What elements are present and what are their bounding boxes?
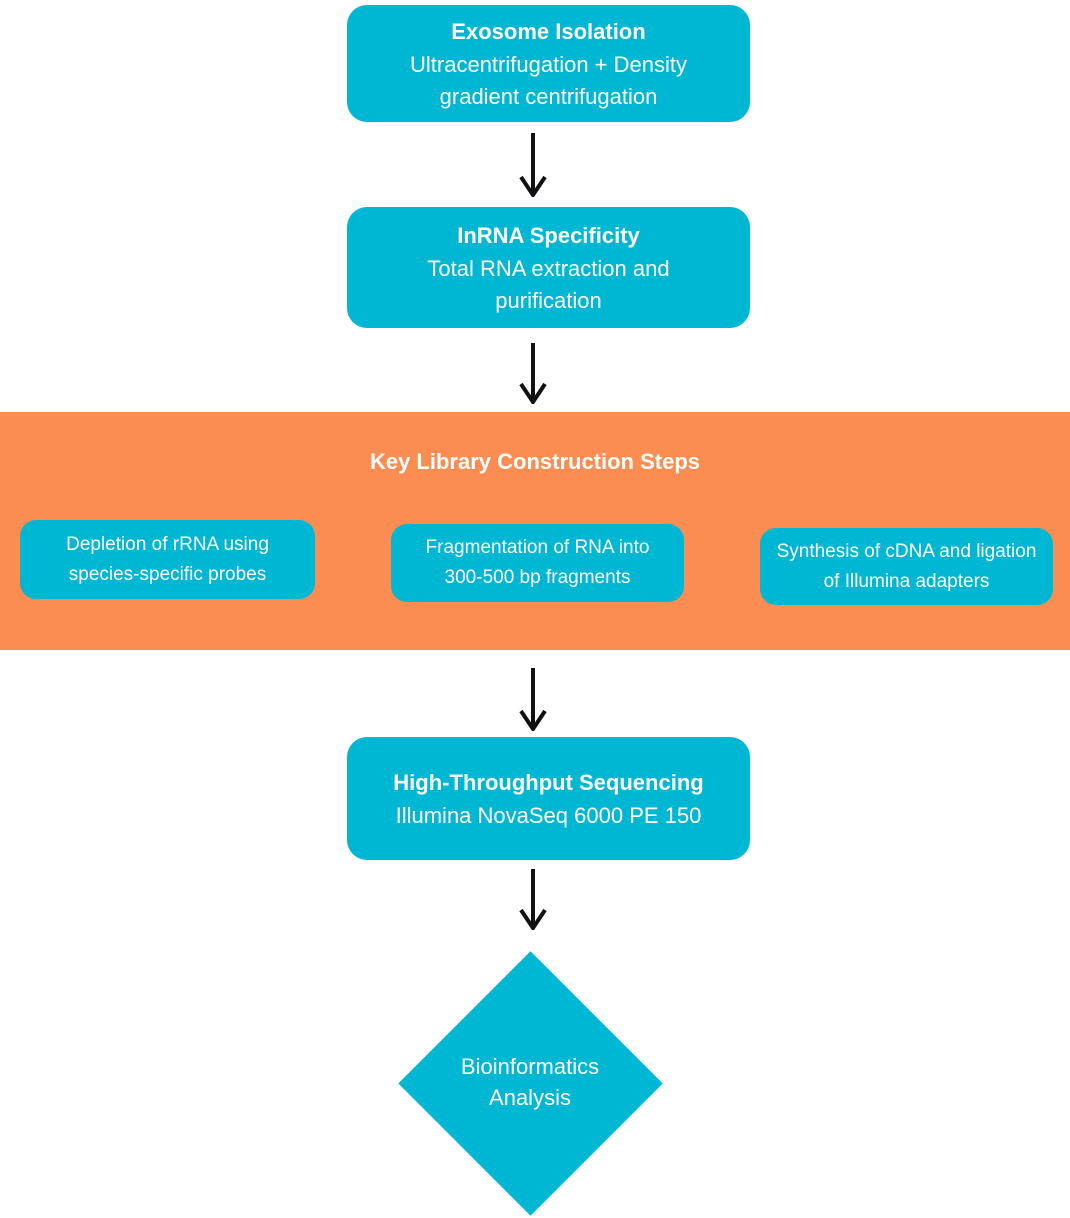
- diamond-label: [410, 1051, 650, 1113]
- step-rna-fragmentation: [391, 524, 684, 602]
- node-body: Illumina NovaSeq 6000 PE 150: [395, 802, 702, 828]
- node-title: InRNA Specificity: [457, 222, 640, 248]
- node-rna-specificity: [347, 207, 750, 328]
- down-arrow-icon: [511, 343, 555, 404]
- step-rrna-depletion: [20, 520, 315, 599]
- down-arrow-icon: [511, 133, 555, 197]
- down-arrow-icon: [511, 668, 555, 731]
- node-body: Ultracentrifugation + Density gradient centrifugation: [410, 51, 687, 109]
- step-cdna-synthesis: [760, 528, 1053, 605]
- node-sequencing: [347, 737, 750, 860]
- step-label: Fragmentation of RNA into 300-500 bp fragments: [425, 537, 650, 588]
- diamond-label-line2: Analysis: [489, 1085, 571, 1110]
- node-title: Exosome Isolation: [451, 18, 646, 44]
- node-exosome-isolation: [347, 5, 750, 122]
- step-label: Depletion of rRNA using species-specific probes: [66, 533, 269, 585]
- diamond-label-line1: Bioinformatics: [460, 1054, 600, 1079]
- node-body: Total RNA extraction and purification: [427, 255, 670, 313]
- library-construction-band: [0, 412, 1070, 650]
- band-title: Key Library Construction Steps: [369, 449, 701, 474]
- node-title: High-Throughput Sequencing: [393, 769, 704, 795]
- down-arrow-icon: [511, 869, 555, 930]
- step-label: Synthesis of cDNA and ligation of Illumina adapters: [776, 540, 1037, 592]
